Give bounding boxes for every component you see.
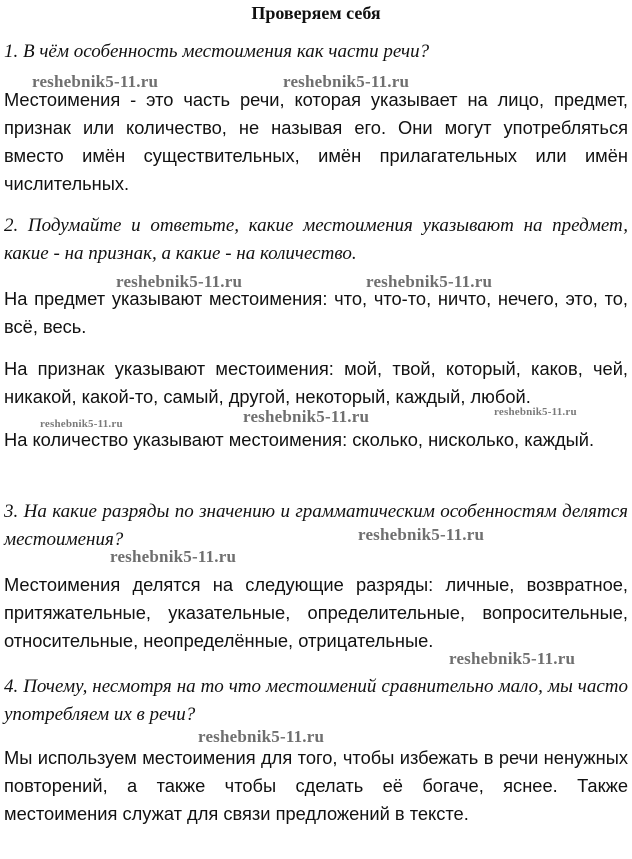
watermark: reshebnik5-11.ru	[494, 406, 577, 418]
watermark: reshebnik5-11.ru	[32, 72, 159, 91]
answer-3: Местоимения делятся на следующие разряды: личные, возвратное, притяжательные, указательные, определительные, вопросительные, относительные, неопределённые, отрицательные.	[4, 574, 628, 651]
watermark: reshebnik5-11.ru	[198, 727, 325, 746]
page-title: Проверяем себя	[251, 3, 381, 23]
watermark: reshebnik5-11.ru	[449, 649, 576, 668]
answer-4: Мы используем местоимения для того, чтобы избежать в речи ненужных повторений, а также чтобы сделать её богаче, яснее. Также местоимения служат для связи предложений в тексте.	[4, 747, 628, 824]
question-2: 2. Подумайте и ответьте, какие местоимения указывают на предмет, какие - на признак, а какие - на количество.	[4, 215, 628, 264]
question-4: 4. Почему, несмотря на то что местоимений сравнительно мало, мы часто употребляем их в речи?	[4, 676, 628, 725]
watermark: reshebnik5-11.ru	[40, 418, 123, 430]
watermark: reshebnik5-11.ru	[110, 547, 237, 566]
answer-2-attribute: На признак указывают местоимения: мой, твой, который, каков, чей, никакой, какой-то, самый, другой, некоторый, каждый, любой.	[4, 358, 628, 407]
watermark: reshebnik5-11.ru	[243, 407, 370, 426]
watermark: reshebnik5-11.ru	[366, 272, 493, 291]
answer-2-quantity: На количество указывают местоимения: сколько, нисколько, каждый.	[4, 429, 595, 450]
watermark: reshebnik5-11.ru	[116, 272, 243, 291]
question-3: 3. На какие разряды по значению и грамматическим особенностям делятся местоимения?	[4, 501, 628, 550]
question-1: 1. В чём особенность местоимения как части речи?	[4, 41, 430, 62]
watermark: reshebnik5-11.ru	[283, 72, 410, 91]
watermark: reshebnik5-11.ru	[358, 525, 485, 544]
answer-1: Местоимения - это часть речи, которая указывает на лицо, предмет, признак или количество, не называя его. Они могут употребляться вместо имён существительных, имён прилагательных или имён числительных.	[4, 89, 628, 194]
answer-2-object: На предмет указывают местоимения: что, что-то, ничто, нечего, это, то, всё, весь.	[4, 288, 628, 337]
